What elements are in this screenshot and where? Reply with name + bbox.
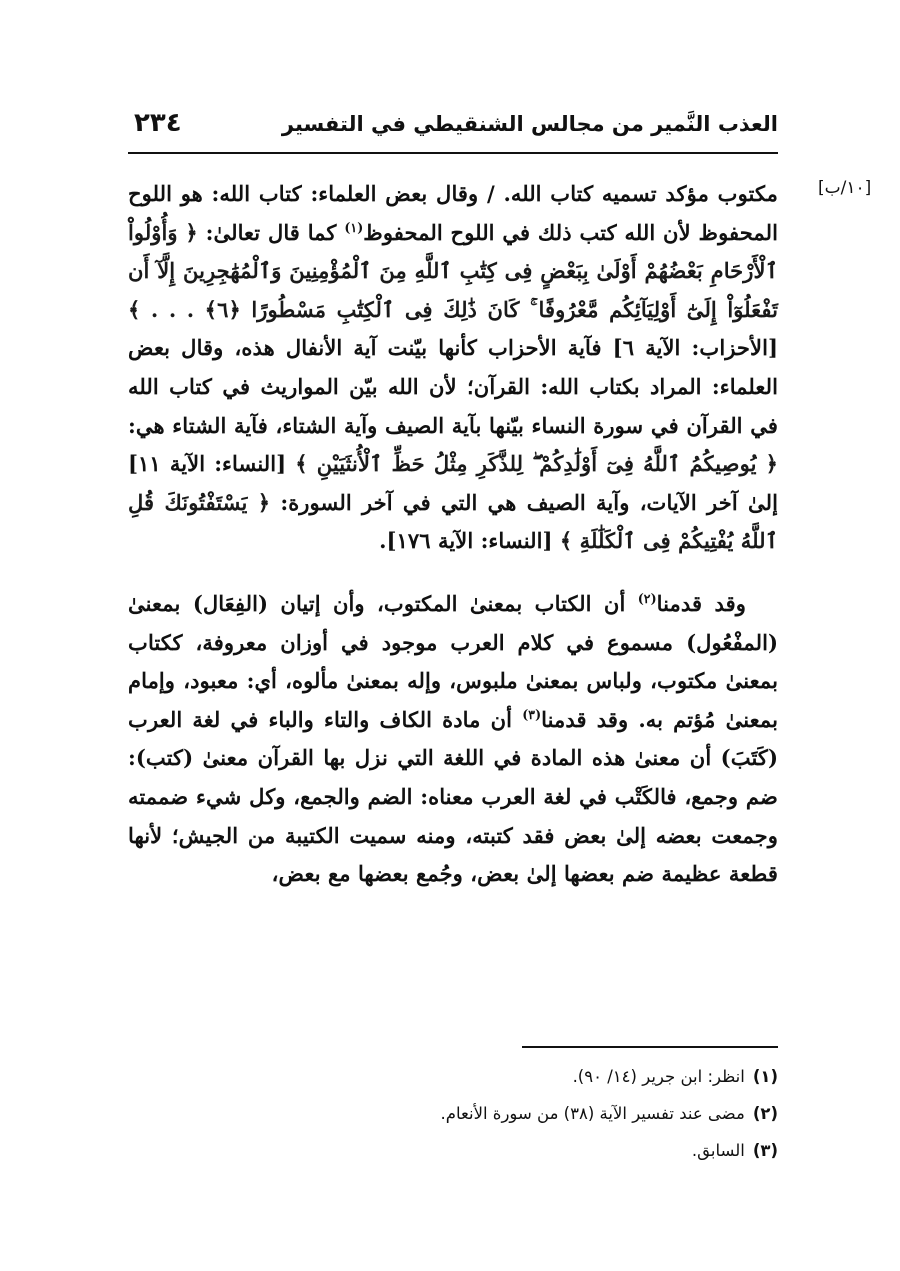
footnote-text: انظر: ابن جرير (١٤/ ٩٠). — [572, 1067, 745, 1086]
quran-verse-nisa-176: ﴿ يَسْتَفْتُونَكَ قُلِ ٱللَّهُ يُفْتِيكُمْ فِى ٱلْكَلَٰلَةِ ﴾ — [128, 489, 778, 554]
footnote-rule — [522, 1046, 778, 1048]
text-run: أن الكتاب بمعنىٰ المكتوب، وأن إتيان (الفِعَال) بمعنىٰ (المفْعُول) مسموع في كلام العرب موجود في أوزان معروفة، ككتاب بمعنىٰ مكتوب، ولباس بمعنىٰ ملبوس، وإله بمعنىٰ مألوه، أي: معبود، وإمام بمعنىٰ مُؤتم به. وقد قدمنا — [128, 590, 779, 732]
main-text — [128, 175, 778, 894]
text-run: [الأحزاب: الآية ٦] فآية الأحزاب كأنها بيّنت آية الأنفال هذه، وقال بعض العلماء: المراد بكتاب الله: القرآن؛ لأن الله بيّن المواريث في كتاب الله في القرآن في سورة النساء بيّنها بآية الصيف وآية الشتاء، فآية الشتاء هي: — [128, 335, 778, 438]
text-run: مكتوب مؤكد تسميه كتاب الله. / وقال بعض العلماء: كتاب الله: هو اللوح المحفوظ لأن الله كتب ذلك في اللوح المحفوظ — [128, 181, 779, 245]
footnotes — [128, 1058, 778, 1169]
footnote-marker-2: (٢) — [637, 590, 657, 606]
text-run: أن مادة الكاف والتاء والباء في لغة العرب (كَتَبَ) أن معنىٰ هذه المادة في اللغة التي نزل بها القرآن معنىٰ (كتب): ضم وجمع، فالكَتْب في لغة العرب معناه: الضم والجمع، وكل شيء ضممته وجمعت بعضه إلىٰ بعض فقد كتبته، ومنه سميت الكتيبة من الجيش؛ لأنها قطعة عظيمة ضم بعضها إلىٰ بعض، وجُمع بعضها مع بعض، — [128, 706, 778, 887]
footnote-number: (٣) — [752, 1141, 778, 1160]
text-run: وقد قدمنا — [656, 590, 746, 616]
header-rule — [128, 152, 778, 154]
book-title: العذب النَّمير من مجالس الشنقيطي في التفسير — [281, 112, 778, 136]
footnote-number: (٢) — [752, 1104, 778, 1123]
page-number: ٢٣٤ — [134, 108, 182, 138]
manuscript-folio-ref: [١٠/ب] — [818, 178, 872, 198]
footnote-marker-3: (٣) — [522, 706, 542, 722]
text-run: كما قال تعالىٰ: — [197, 219, 345, 245]
running-header — [128, 108, 778, 150]
text-run: [النساء: الآية ١٧٦]. — [379, 528, 560, 554]
quran-verse-ahzab-6: ﴿ وَأُوْلُواْ ٱلْأَرْحَامِ بَعْضُهُمْ أَوْلَىٰ بِبَعْضٍ فِى كِتَٰبِ ٱللَّهِ مِنَ ٱلْمُؤْمِنِينَ وَٱلْمُهَٰجِرِينَ إِلَّآ أَن تَفْعَلُوٓاْ إِلَىٰٓ أَوْلِيَآئِكُم مَّعْرُوفًا ۚ كَانَ ذَٰلِكَ فِى ٱلْكِتَٰبِ مَسْطُورًا ﴿٦﴾ . . . ﴾ — [128, 219, 778, 322]
footnote-3 — [128, 1132, 778, 1169]
quran-verse-nisa-11: ﴿ يُوصِيكُمُ ٱللَّهُ فِىٓ أَوْلَٰدِكُمْ ۖ لِلذَّكَرِ مِثْلُ حَظِّ ٱلْأُنثَيَيْنِ ﴾ — [295, 451, 778, 477]
footnote-number: (١) — [752, 1067, 778, 1086]
footnote-marker-1: (١) — [344, 219, 364, 235]
footnote-text: مضى عند تفسير الآية (٣٨) من سورة الأنعام. — [440, 1104, 745, 1123]
paragraph-2 — [128, 585, 778, 894]
footnote-1 — [128, 1058, 778, 1095]
footnote-2 — [128, 1095, 778, 1132]
paragraph-1 — [128, 175, 778, 561]
footnote-text: السابق. — [691, 1141, 745, 1160]
text-run: [النساء: الآية ١١] إلىٰ آخر الآيات، وآية الصيف هي التي في آخر السورة: — [128, 451, 778, 515]
